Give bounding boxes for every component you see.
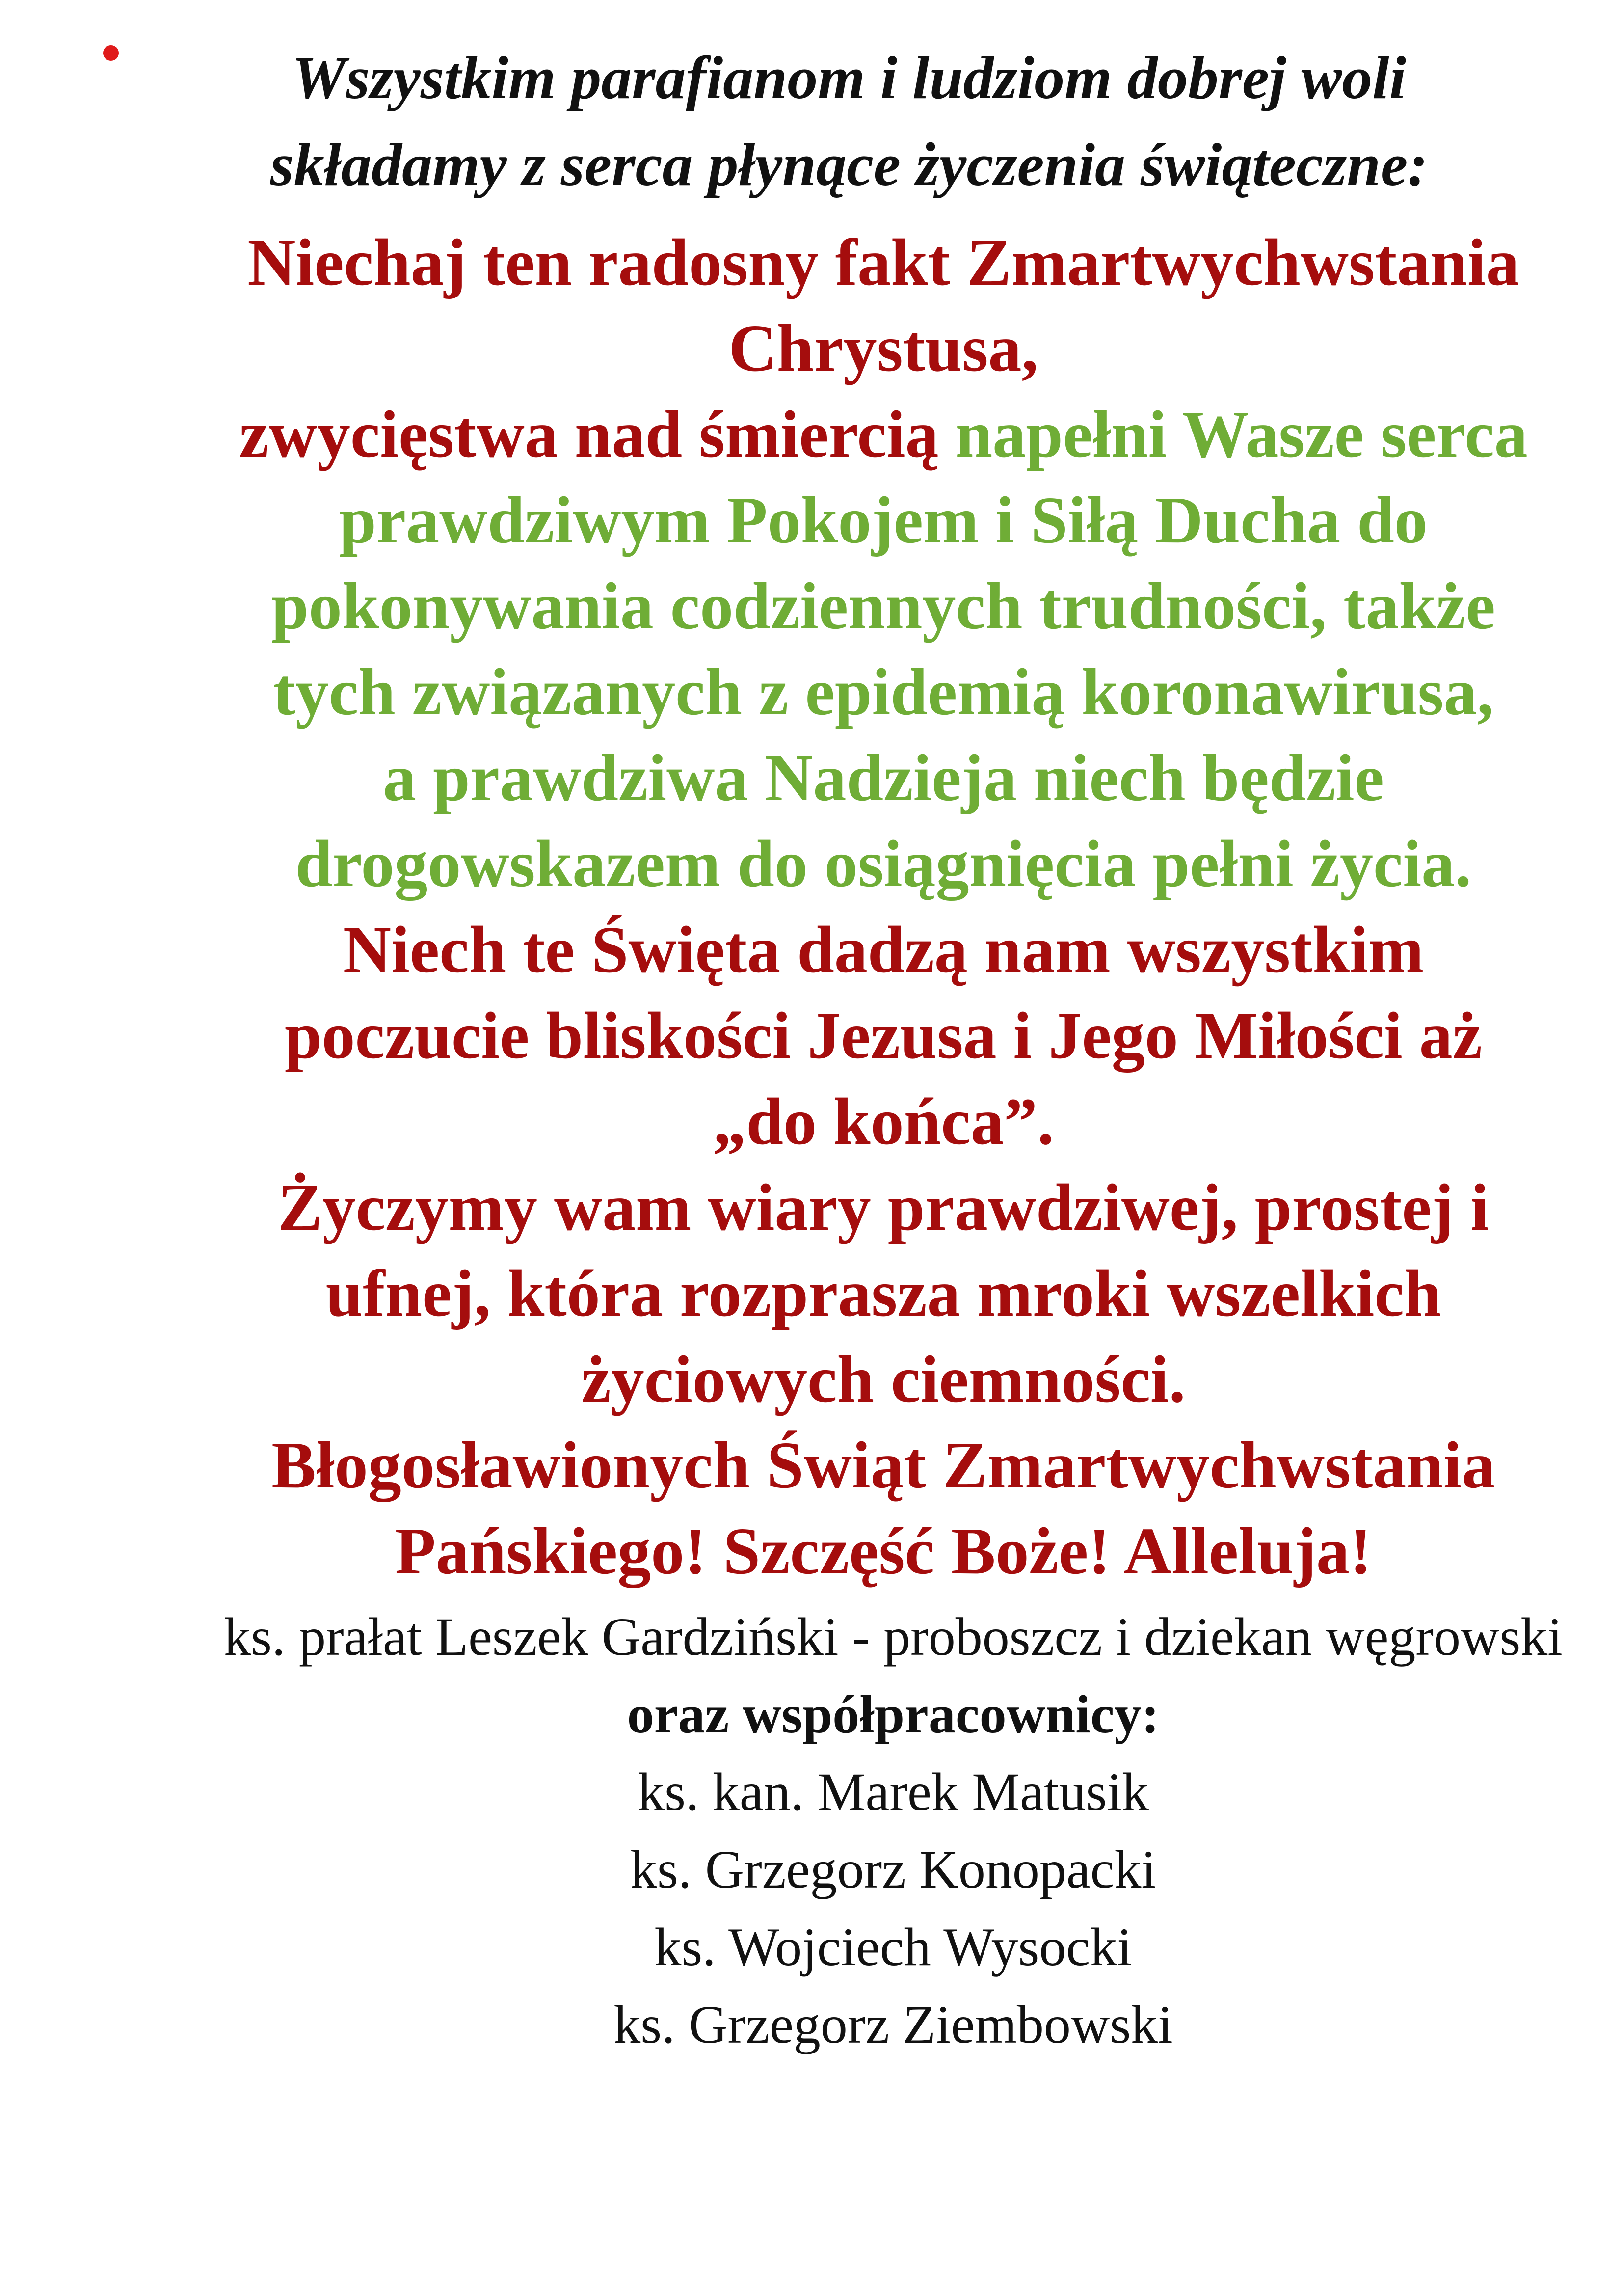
wish-line: drogowskazem do osiągnięcia pełni życia.	[295, 827, 1472, 901]
wish-line: Życzymy wam wiary prawdziwej, prostej i	[278, 1171, 1489, 1244]
wish-line: Błogosławionych Świąt Zmartwychwstania	[271, 1429, 1495, 1502]
wish-line: a prawdziwa Nadzieja niech będzie	[383, 741, 1384, 815]
wish-fragment-green: napełni Wasze serca	[955, 398, 1528, 471]
signatures-block	[196, 1598, 1590, 2063]
signature-name: ks. Wojciech Wysocki	[654, 1917, 1132, 1977]
wish-line: ufnej, która rozprasza mroki wszelkich	[325, 1257, 1441, 1330]
signature-main: ks. prałat Leszek Gardziński - proboszcz i dziekan węgrowski	[224, 1607, 1563, 1667]
wish-line: Pańskiego! Szczęść Boże! Alleluja!	[395, 1514, 1372, 1588]
wish-line: poczucie bliskości Jezusa i Jego Miłości aż	[284, 999, 1483, 1073]
wish-line: Niechaj ten radosny fakt Zmartwychwstania	[247, 226, 1519, 299]
intro-text	[186, 34, 1512, 208]
signature-name: ks. Grzegorz Konopacki	[630, 1839, 1157, 1899]
wishes-text	[186, 220, 1580, 1594]
bullet-icon	[103, 45, 119, 61]
signature-name: ks. kan. Marek Matusik	[638, 1762, 1149, 1822]
wish-line: pokonywania codziennych trudności, także	[271, 569, 1495, 643]
wish-line: prawdziwym Pokojem i Siłą Ducha do	[339, 484, 1428, 557]
wish-line: Niech te Święta dadzą nam wszystkim	[343, 913, 1424, 987]
intro-line: składamy z serca płynące życzenia świąteczne:	[270, 131, 1428, 198]
wish-fragment-red: zwycięstwa nad śmiercią	[239, 398, 939, 471]
signature-name: ks. Grzegorz Ziembowski	[613, 1995, 1173, 2054]
intro-line: Wszystkim parafianom i ludziom dobrej woli	[292, 44, 1407, 111]
wish-line: „do końca”.	[713, 1085, 1054, 1159]
coworkers-label: oraz współpracownicy:	[627, 1684, 1160, 1744]
wish-line: Chrystusa,	[728, 312, 1038, 385]
wish-line: tych związanych z epidemią koronawirusa,	[273, 655, 1494, 729]
wish-line-mixed	[186, 392, 1580, 478]
wish-line: życiowych ciemności.	[581, 1343, 1186, 1416]
